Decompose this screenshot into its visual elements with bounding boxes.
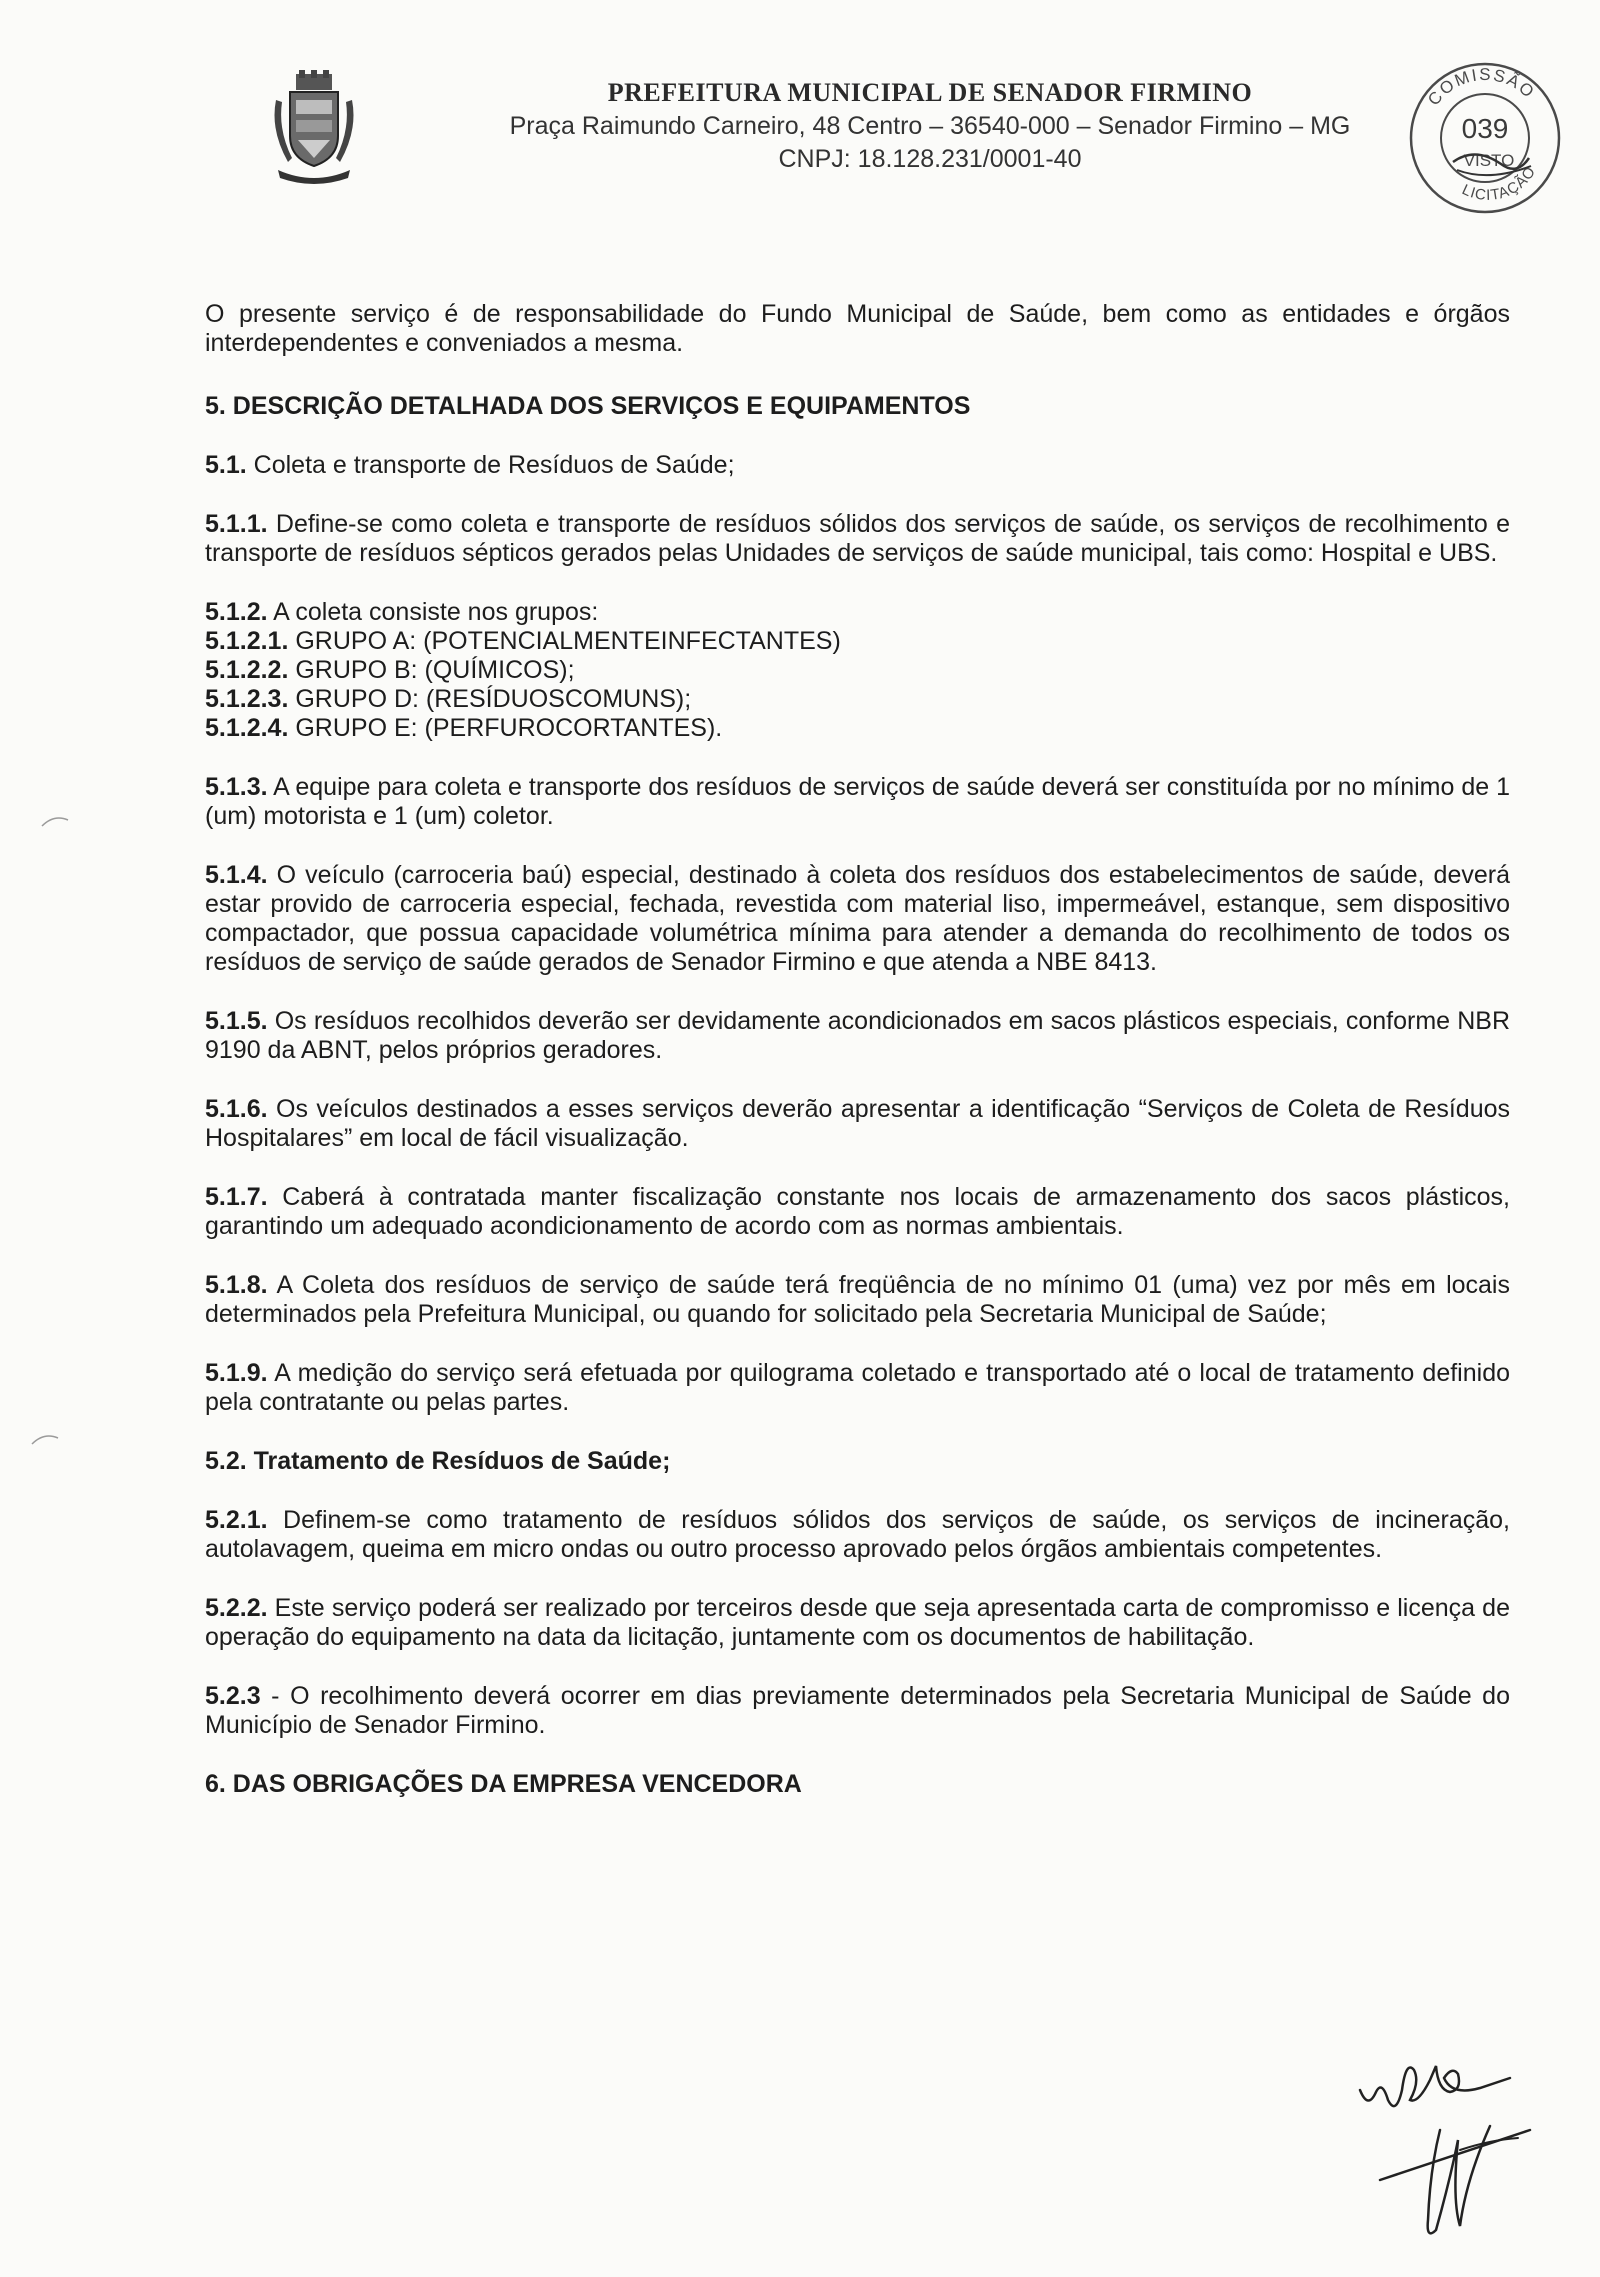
clause-number: 5.1.9. <box>205 1359 268 1387</box>
clause-text: GRUPO E: (PERFUROCORTANTES). <box>288 714 723 742</box>
clause-text: Os veículos destinados a esses serviços deverão apresentar a identificação “Serviços de Coleta de Resíduos Hospitalares” em local de fácil visualização. <box>205 1095 1510 1152</box>
clause-5-1-2-1 <box>205 627 1510 656</box>
municipal-coat-of-arms-icon <box>268 70 360 188</box>
clause-number: 5.1.4. <box>205 861 268 889</box>
clause-5-1 <box>205 451 1510 480</box>
clause-5-1-7 <box>205 1183 1510 1241</box>
clause-number: 5.1. <box>205 451 247 479</box>
handwritten-signature-icon <box>1340 2030 1550 2260</box>
clause-number: 5.1.2.3. <box>205 685 289 713</box>
clause-5-2-1 <box>205 1506 1510 1564</box>
clause-text: Definem-se como tratamento de resíduos sólidos dos serviços de saúde, os serviços de incineração, autolavagem, queima em micro ondas ou outro processo aprovado pelos órgãos ambientais competentes. <box>205 1506 1510 1563</box>
clause-5-2-3 <box>205 1682 1510 1740</box>
clause-text: GRUPO A: (POTENCIALMENTEINFECTANTES) <box>288 627 841 655</box>
clause-text: Caberá à contratada manter fiscalização constante nos locais de armazenamento dos sacos plásticos, garantindo um adequado acondicionamento de acordo com as normas ambientais. <box>205 1183 1510 1240</box>
clause-5-1-3 <box>205 773 1510 831</box>
clause-text: A Coleta dos resíduos de serviço de saúde terá freqüência de no mínimo 01 (uma) vez por mês em locais determinados pela Prefeitura Municipal, ou quando for solicitado pela Secretaria Municipal de Saúde; <box>205 1271 1510 1328</box>
clause-text: Os resíduos recolhidos deverão ser devidamente acondicionados em sacos plásticos especiais, conforme NBR 9190 da ABNT, pelos próprios geradores. <box>205 1007 1510 1064</box>
city-hall-address: Praça Raimundo Carneiro, 48 Centro – 36540-000 – Senador Firmino – MG <box>509 112 1351 140</box>
stamp-visto: VISTO <box>1463 151 1515 170</box>
clause-5-1-2-2 <box>205 656 1510 685</box>
city-hall-name: PREFEITURA MUNICIPAL DE SENADOR FIRMINO <box>607 78 1253 107</box>
clause-text: O veículo (carroceria baú) especial, destinado à coleta dos resíduos dos estabelecimentos de saúde, deverá estar provido de carroceria especial, fechada, revestida com material liso, impermeável, estanque, sem dispositivo compactador, que possua capacidade volumétrica mínima para atender a demanda do recolhimento de todos os resíduos de serviço de saúde gerados de Senador Firmino e que atenda a NBE 8413. <box>205 861 1510 976</box>
section-6-heading: 6. DAS OBRIGAÇÕES DA EMPRESA VENCEDORA <box>205 1770 802 1798</box>
clause-5-2-2 <box>205 1594 1510 1652</box>
clause-5-1-9 <box>205 1359 1510 1417</box>
city-hall-cnpj: CNPJ: 18.128.231/0001-40 <box>778 145 1082 173</box>
section-5-2-heading: 5.2. Tratamento de Resíduos de Saúde; <box>205 1447 671 1475</box>
clause-number: 5.2.2. <box>205 1594 268 1622</box>
intro-paragraph: O presente serviço é de responsabilidade do Fundo Municipal de Saúde, bem como as entidades e órgãos interdependentes e conveniados a mesma. <box>205 300 1510 357</box>
clause-text: - O recolhimento deverá ocorrer em dias previamente determinados pela Secretaria Municipal de Saúde do Município de Senador Firmino. <box>205 1682 1510 1739</box>
clause-number: 5.1.2.4. <box>205 714 289 742</box>
clause-number: 5.1.7. <box>205 1183 268 1211</box>
document-body <box>205 300 1510 1799</box>
clause-number: 5.1.8. <box>205 1271 268 1299</box>
section-5-heading: 5. DESCRIÇÃO DETALHADA DOS SERVIÇOS E EQUIPAMENTOS <box>205 392 971 420</box>
clause-5-1-2-4 <box>205 714 1510 743</box>
clause-number: 5.1.5. <box>205 1007 268 1035</box>
clause-number: 5.1.2.2. <box>205 656 289 684</box>
clause-text: Este serviço poderá ser realizado por terceiros desde que seja apresentada carta de compromisso e licença de operação do equipamento na data da licitação, juntamente com os documentos de habilitação. <box>205 1594 1510 1651</box>
scan-mark-icon <box>40 810 70 830</box>
clause-number: 5.1.2.1. <box>205 627 289 655</box>
clause-5-1-8 <box>205 1271 1510 1329</box>
letterhead <box>440 78 1420 174</box>
clause-text: GRUPO B: (QUÍMICOS); <box>288 656 575 684</box>
clause-text: A coleta consiste nos grupos: <box>267 598 599 626</box>
clause-text: GRUPO D: (RESÍDUOSCOMUNS); <box>288 685 692 713</box>
stamp-number: 039 <box>1461 113 1509 144</box>
clause-text: Coleta e transporte de Resíduos de Saúde; <box>246 451 735 479</box>
clause-text: A medição do serviço será efetuada por quilograma coletado e transportado até o local de tratamento definido pela contratante ou pelas partes. <box>205 1359 1510 1416</box>
clause-5-1-5 <box>205 1007 1510 1065</box>
clause-5-1-2-3 <box>205 685 1510 714</box>
clause-number: 5.1.3. <box>205 773 268 801</box>
clause-number: 5.2.1. <box>205 1506 268 1534</box>
clause-number: 5.1.2. <box>205 598 268 626</box>
stamp-top-text: COMISSÃO <box>1424 64 1539 110</box>
stamp-bottom-text: LICITAÇÃO <box>1459 163 1540 205</box>
clause-text: Define-se como coleta e transporte de resíduos sólidos dos serviços de saúde, os serviços de recolhimento e transporte de resíduos sépticos gerados pelas Unidades de serviços de saúde municipal, tais como: Hospital e UBS. <box>205 510 1510 567</box>
clause-5-1-1 <box>205 510 1510 568</box>
clause-number: 5.2.3 <box>205 1682 261 1710</box>
clause-5-1-4 <box>205 861 1510 977</box>
clause-number: 5.1.6. <box>205 1095 268 1123</box>
clause-5-1-2 <box>205 598 1510 627</box>
scan-mark-icon <box>30 1428 60 1448</box>
svg-text:COMISSÃO <box>1424 65 1539 109</box>
clause-number: 5.1.1. <box>205 510 268 538</box>
clause-5-1-6 <box>205 1095 1510 1153</box>
commission-stamp-icon <box>1405 58 1565 218</box>
clause-text: A equipe para coleta e transporte dos resíduos de serviços de saúde deverá ser constituída por no mínimo de 1 (um) motorista e 1 (um) coletor. <box>205 773 1510 830</box>
